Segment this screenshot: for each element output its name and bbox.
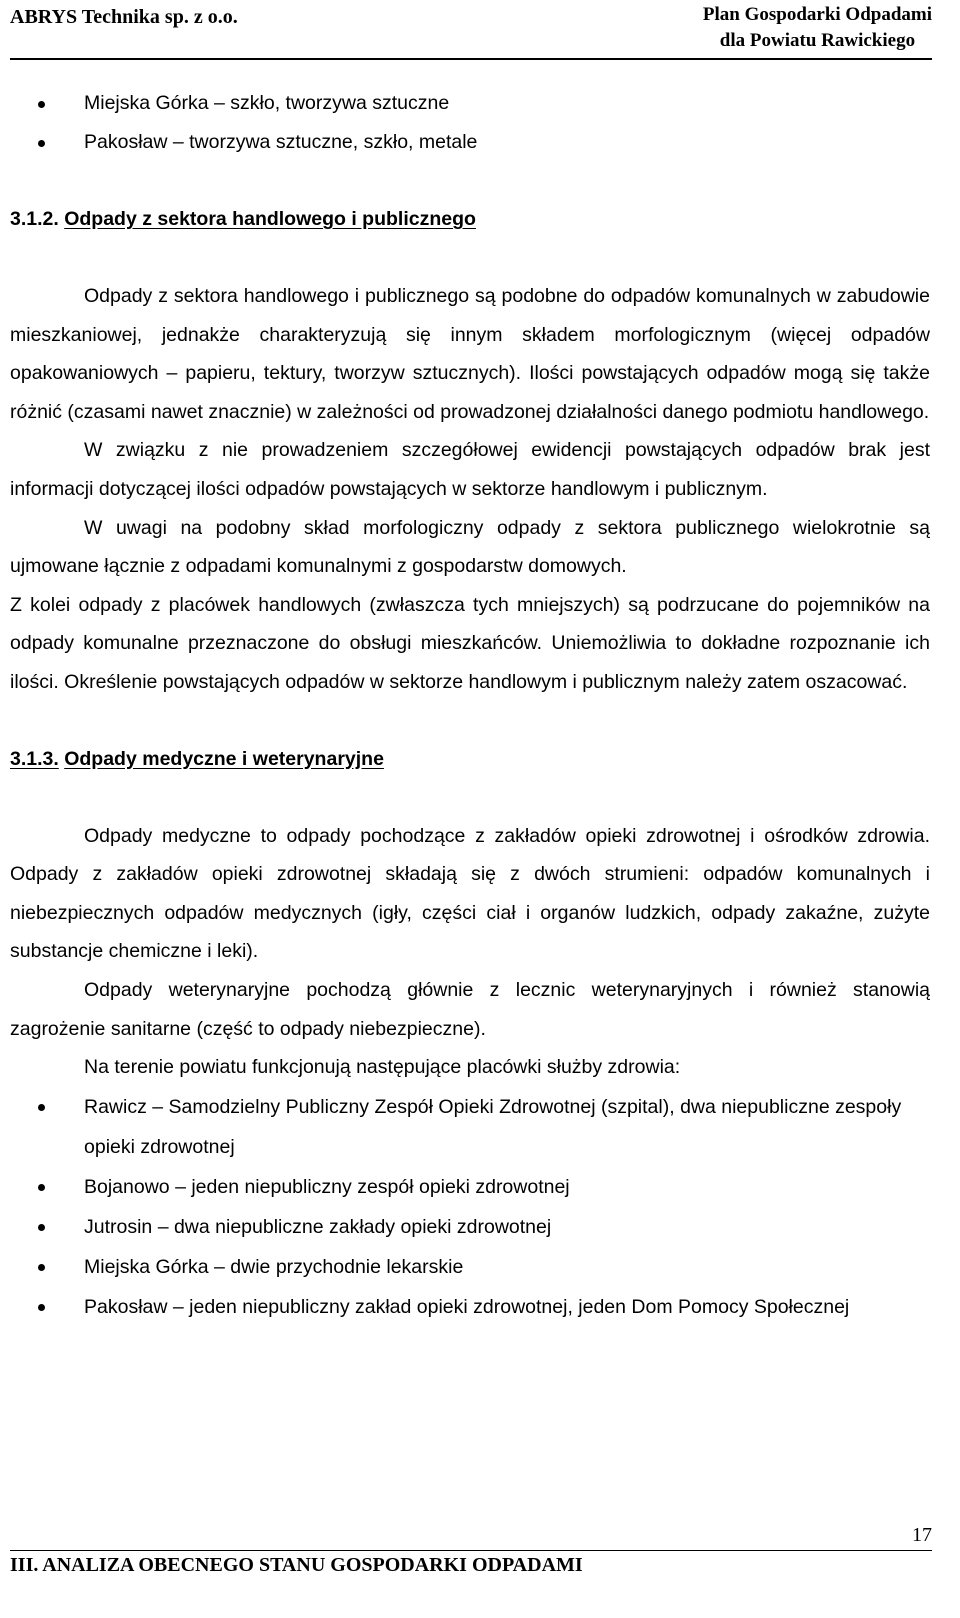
bullet-icon (38, 1264, 45, 1271)
collection-bullets (10, 84, 930, 162)
paragraph: W związku z nie prowadzeniem szczegółowej ewidencji powstających odpadów brak jest informacji dotyczącej ilości odpadów powstających w sektorze handlowym i publicznym. (10, 439, 930, 500)
section-heading-312: 3.1.2. Odpady z sektora handlowego i publicznego (10, 208, 476, 230)
page-number: 17 (912, 1524, 932, 1546)
section-title: Odpady z sektora handlowego i publicznego (64, 208, 476, 230)
document-title-line2: dla Powiatu Rawickiego (719, 30, 916, 51)
bullet-icon (38, 1304, 45, 1311)
page-header (0, 0, 960, 60)
bullet-icon (38, 101, 45, 108)
paragraph: Odpady medyczne to odpady pochodzące z zakładów opieki zdrowotnej i ośrodków zdrowia. Odpady z zakładów opieki zdrowotnej składają się z dwóch strumieni: odpadów komunalnych i niebezpiecznych odpadów medycznych (igły, części ciał i organów ludzkich, odpady zakaźne, zużyte substancje chemiczne i leki). (10, 824, 930, 963)
page-body (10, 84, 930, 1327)
chapter-title: III. ANALIZA OBECNEGO STANU GOSPODARKI ODPADAMI (10, 1554, 583, 1576)
list-item: Miejska Górka – dwie przychodnie lekarskie (10, 1247, 930, 1287)
list-item: Bojanowo – jeden niepubliczny zespół opieki zdrowotnej (10, 1167, 930, 1207)
bullet-icon (38, 1224, 45, 1231)
health-facilities-list (10, 1087, 930, 1327)
page-footer (10, 1518, 932, 1618)
section-title: Odpady medyczne i weterynaryjne (64, 747, 384, 770)
list-item: Pakosław – tworzywa sztuczne, szkło, metale (10, 123, 930, 162)
document-title-line1: Plan Gospodarki Odpadami (702, 4, 932, 25)
paragraph: Odpady weterynaryjne pochodzą głównie z lecznic weterynaryjnych i również stanowią zagrożenie sanitarne (część to odpady niebezpieczne). (10, 978, 930, 1040)
header-rule (10, 58, 932, 60)
list-item: Rawicz – Samodzielny Publiczny Zespół Opieki Zdrowotnej (szpital), dwa niepubliczne zespoły opieki zdrowotnej (10, 1087, 930, 1167)
bullet-icon (38, 1184, 45, 1191)
paragraph: Z kolei odpady z placówek handlowych (zwłaszcza tych mniejszych) są podrzucane do pojemników na odpady komunalne przeznaczone do obsługi mieszkańców. Uniemożliwia to dokładne rozpoznanie ich ilości. Określenie powstających odpadów w sektorze handlowym i publicznym należy zatem oszacować. (10, 593, 930, 693)
list-item: Pakosław – jeden niepubliczny zakład opieki zdrowotnej, jeden Dom Pomocy Społecznej (10, 1287, 930, 1327)
list-item: Jutrosin – dwa niepubliczne zakłady opieki zdrowotnej (10, 1207, 930, 1247)
bullet-icon (38, 1104, 45, 1111)
paragraph: Na terenie powiatu funkcjonują następujące placówki służby zdrowia: (84, 1056, 681, 1079)
bullet-icon (38, 140, 45, 147)
company-name: ABRYS Technika sp. z o.o. (10, 6, 238, 28)
paragraph: W uwagi na podobny skład morfologiczny odpady z sektora publicznego wielokrotnie są ujmowane łącznie z odpadami komunalnymi z gospodarstw domowych. (10, 516, 930, 578)
paragraph: Odpady z sektora handlowego i publicznego są podobne do odpadów komunalnych w zabudowie mieszkaniowej, jednakże charakteryzują się innym składem morfologicznym (więcej odpadów opakowaniowych – papieru, tektury, tworzyw sztucznych). Ilości powstających odpadów mogą się także różnić (czasami nawet znacznie) w zależności od prowadzonej działalności danego podmiotu handlowego. (10, 285, 930, 423)
list-item: Miejska Górka – szkło, tworzywa sztuczne (10, 84, 930, 123)
footer-rule (10, 1550, 932, 1551)
document-title (703, 2, 932, 54)
section-heading-313: 3.1.3. Odpady medyczne i weterynaryjne (10, 747, 384, 770)
